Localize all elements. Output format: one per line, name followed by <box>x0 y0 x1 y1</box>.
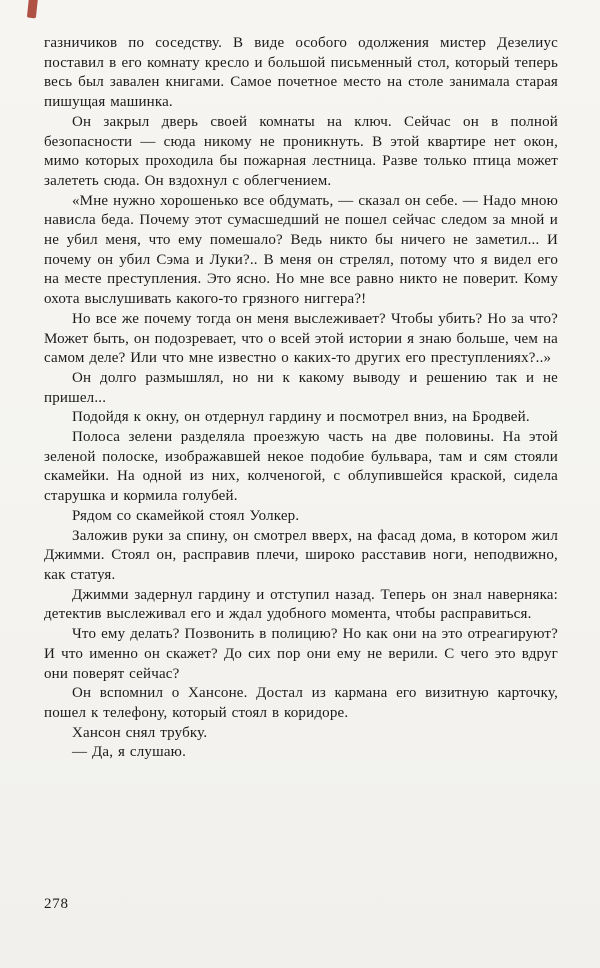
paragraph: Рядом со скамейкой стоял Уолкер. <box>72 507 300 524</box>
paragraph: Хансон снял трубку. <box>72 724 208 741</box>
paragraph: «Мне нужно хорошенько все обдумать, — сказал он себе. — Надо мною нависла беда. Почему этот сумасшедший не пошел сейчас следом за мной и не убил меня, что ему помешало? Ведь никто бы ничего не заметил... И почему он убил Сэма и Луки?.. В меня он стрелял, потому что я видел его на месте преступления. Это ясно. Но мне все равно никто не поверит. Кому охота выслушивать какого-то грязного ниггера?! <box>44 192 558 308</box>
ink-mark <box>27 0 38 18</box>
page-text <box>44 34 558 763</box>
paragraph: Подойдя к окну, он отдернул гардину и посмотрел вниз, на Бродвей. <box>72 409 530 426</box>
page-number: 278 <box>44 896 69 912</box>
paragraph: Он вспомнил о Хансоне. Достал из кармана его визитную карточку, пошел к телефону, который стоял в коридоре. <box>44 685 558 721</box>
paragraph: Он закрыл дверь своей комнаты на ключ. Сейчас он в полной безопасности — сюда никому не проникнуть. В этой квартире нет окон, мимо которых проходила бы пожарная лестница. Разве только птица может залететь сюда. Он вздохнул с облегчением. <box>44 113 558 189</box>
paragraph: Он долго размышлял, но ни к какому выводу и решению так и не пришел... <box>44 369 558 406</box>
paragraph: — Да, я слушаю. <box>72 744 186 761</box>
paragraph: Заложив руки за спину, он смотрел вверх, на фасад дома, в котором жил Джимми. Стоял он, расправив плечи, широко расставив ноги, неподвижно, как статуя. <box>44 527 558 583</box>
paragraph: газничиков по соседству. В виде особого одолжения мистер Дезелиус поставил в его комнату кресло и большой письменный стол, который теперь весь был завален книгами. Самое почетное место на столе занимала старая пишущая машинка. <box>44 35 558 111</box>
paragraph: Полоса зелени разделяла проезжую часть на две половины. На этой зеленой полоске, изображавшей некое подобие бульвара, там и сям стояли скамейки. На одной из них, колченогой, с облупившейся краской, сидела старушка и кормила голубей. <box>44 429 558 505</box>
paragraph: Что ему делать? Позвонить в полицию? Но как они на это отреагируют? И что именно он скажет? До сих пор они ему не верили. С чего это вдруг они поверят сейчас? <box>44 626 558 682</box>
paragraph: Но все же почему тогда он меня выслеживает? Чтобы убить? Но за что? Может быть, он подозревает, что о всей этой истории я знаю больше, чем на самом деле? Или что мне известно о каких-то других его преступлениях?..» <box>44 310 558 367</box>
paragraph: Джимми задернул гардину и отступил назад. Теперь он знал наверняка: детектив выслеживал его и ждал удобного момента, чтобы расправиться. <box>44 586 558 623</box>
